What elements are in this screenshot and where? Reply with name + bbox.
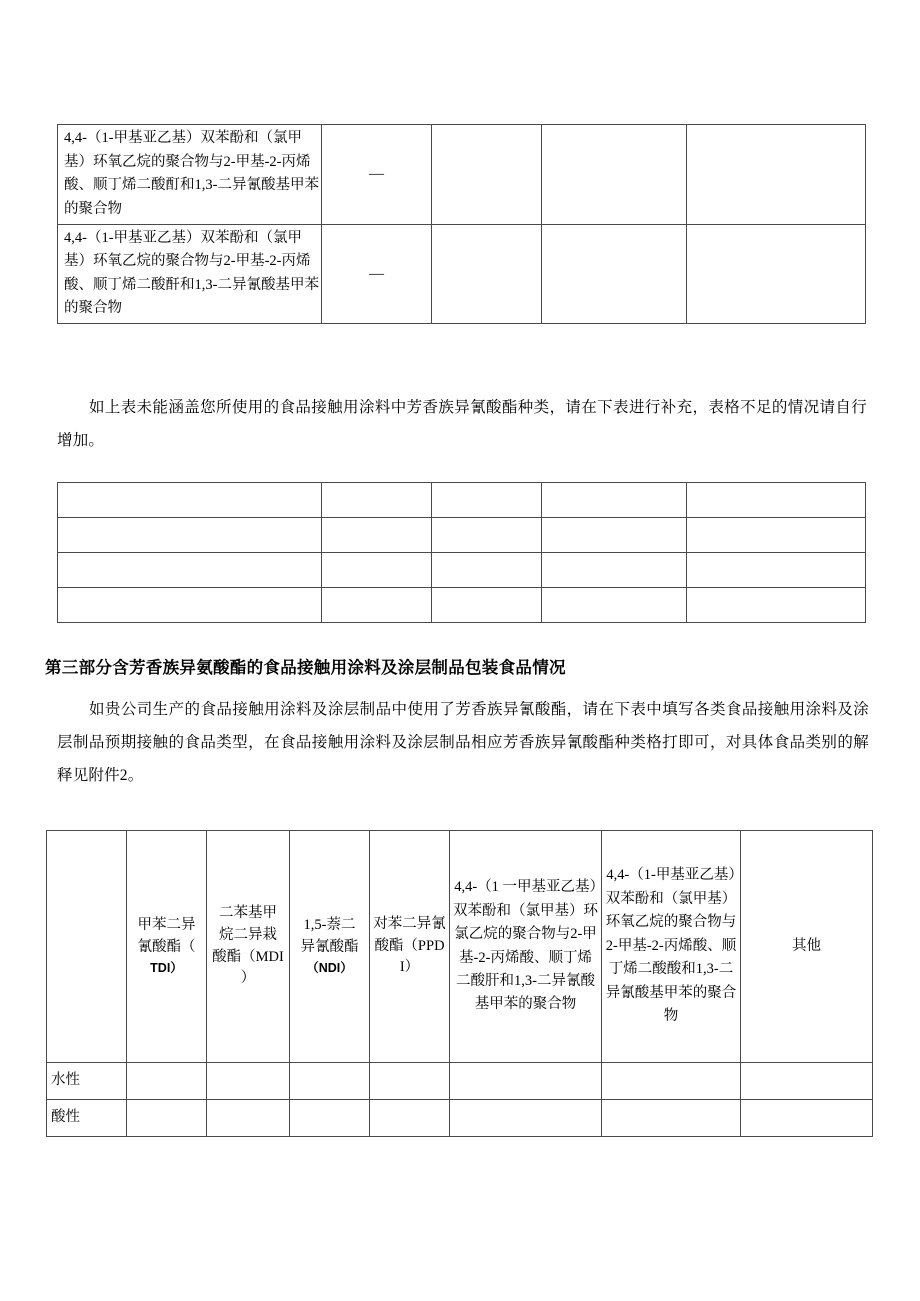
checkbox-cell[interactable]: [207, 1063, 290, 1100]
header-ppdi-line1: 对苯二异氰: [373, 915, 446, 932]
input-cell[interactable]: [687, 483, 866, 518]
header-mdi-line4: ）: [240, 970, 256, 987]
substance-name-cell: 4,4-（1-甲基亚乙基）双苯酚和（氯甲基）环氧乙烷的聚合物与2-甲基-2-丙烯酸、顺丁烯二酸酐和1,3-二异氰酸基甲苯的聚合物: [58, 224, 322, 324]
value-cell[interactable]: [542, 125, 687, 225]
value-cell[interactable]: [542, 224, 687, 324]
value-cell[interactable]: —: [322, 224, 432, 324]
checkbox-cell[interactable]: [741, 1100, 873, 1137]
table-row: [47, 1063, 873, 1100]
corner-cell: [47, 831, 127, 1063]
input-cell[interactable]: [322, 588, 432, 623]
table-row: [58, 518, 866, 553]
paragraph-section-three: [57, 694, 869, 793]
table-supplement: [57, 482, 866, 623]
input-cell[interactable]: [432, 553, 542, 588]
checkbox-cell[interactable]: [602, 1100, 741, 1137]
header-ppdi-line2: 酸酯（PPDI）: [374, 937, 445, 976]
value-cell[interactable]: [687, 224, 866, 324]
checkbox-cell[interactable]: [450, 1063, 602, 1100]
substance-name-cell: 4,4-（1-甲基亚乙基）双苯酚和（氯甲基）环氧乙烷的聚合物与2-甲基-2-丙烯酸、顺丁烯二酸酊和1,3-二异氰酸基甲苯的聚合物: [58, 125, 322, 225]
checkbox-cell[interactable]: [450, 1100, 602, 1137]
checkbox-cell[interactable]: [290, 1063, 370, 1100]
header-cell-tdi: [127, 831, 207, 1063]
header-mdi-line3: 酸酯（MDI: [212, 948, 284, 965]
header-ndi-line3: （NDI）: [306, 960, 353, 975]
header-tdi-line1: 甲苯二异: [137, 917, 196, 934]
checkbox-cell[interactable]: [741, 1063, 873, 1100]
input-cell[interactable]: [58, 483, 322, 518]
checkbox-cell[interactable]: [602, 1063, 741, 1100]
paragraph-supplement-text: 如上表未能涵盖您所使用的食品接触用涂料中芳香族异氰酸酯种类，请在下表进行补充，表格不足的情况请自行增加。: [57, 399, 867, 449]
table-food-contact: [46, 830, 873, 1137]
table-row: [58, 553, 866, 588]
input-cell[interactable]: [542, 588, 687, 623]
header-cell-ppdi: [370, 831, 450, 1063]
section-three-heading: 第三部分含芳香族异氨酸酯的食品接触用涂料及涂层制品包装食品情况: [45, 659, 566, 677]
input-cell[interactable]: [58, 518, 322, 553]
checkbox-cell[interactable]: [370, 1063, 450, 1100]
header-ndi-line1: 1,5-萘二: [303, 917, 356, 934]
header-cell-polymer-2: 4,4-（1-甲基亚乙基）双苯酚和（氯甲基）环氧乙烷的聚合物与2-甲基-2-丙烯酸、顺丁烯二酸酸和1,3-二异氰酸基甲苯的聚合物: [602, 831, 741, 1063]
header-cell-polymer-1: 4,4-（1 一甲基亚乙基）双苯酚和（氯甲基）环氯乙烷的聚合物与2-甲基-2-丙烯酸、顺丁烯二酸肝和1,3-二异氰酸基甲苯的聚合物: [450, 831, 602, 1063]
checkbox-cell[interactable]: [290, 1100, 370, 1137]
input-cell[interactable]: [322, 518, 432, 553]
input-cell[interactable]: [687, 588, 866, 623]
row-label-aqueous: 水性: [47, 1063, 127, 1100]
table-row: [58, 588, 866, 623]
table-row: [58, 125, 866, 225]
header-cell-mdi: [207, 831, 290, 1063]
input-cell[interactable]: [542, 553, 687, 588]
input-cell[interactable]: [58, 588, 322, 623]
table-row: [58, 483, 866, 518]
table-row: [47, 1100, 873, 1137]
table-isocyanate-continued: [57, 124, 866, 324]
input-cell[interactable]: [58, 553, 322, 588]
value-cell[interactable]: [432, 125, 542, 225]
paragraph-section-three-text: 如贵公司生产的食品接触用涂料及涂层制品中使用了芳香族异氰酸酯，请在下表中填写各类食品接触用涂料及涂层制品预期接触的食品类型，在食品接触用涂料及涂层制品相应芳香族异氰酸酯种类格打即可，对具体食品类别的解释见附件2。: [57, 701, 869, 784]
header-cell-other: 其他: [741, 831, 873, 1063]
header-tdi-line2: 氰酸酯（: [137, 939, 196, 956]
header-mdi-line2: 烷二异栽: [219, 926, 277, 943]
value-cell[interactable]: —: [322, 125, 432, 225]
checkbox-cell[interactable]: [207, 1100, 290, 1137]
input-cell[interactable]: [687, 518, 866, 553]
input-cell[interactable]: [432, 518, 542, 553]
header-mdi-line1: 二苯基甲: [219, 905, 277, 921]
input-cell[interactable]: [687, 553, 866, 588]
value-cell[interactable]: [687, 125, 866, 225]
checkbox-cell[interactable]: [127, 1100, 207, 1137]
input-cell[interactable]: [322, 553, 432, 588]
input-cell[interactable]: [542, 518, 687, 553]
table-header-row: [47, 831, 873, 1063]
checkbox-cell[interactable]: [127, 1063, 207, 1100]
input-cell[interactable]: [432, 483, 542, 518]
input-cell[interactable]: [322, 483, 432, 518]
value-cell[interactable]: [432, 224, 542, 324]
header-cell-ndi: [290, 831, 370, 1063]
input-cell[interactable]: [542, 483, 687, 518]
header-ndi-line2: 异氰酸酯: [300, 939, 359, 956]
paragraph-supplement: [57, 392, 867, 458]
checkbox-cell[interactable]: [370, 1100, 450, 1137]
header-tdi-line3: TDI）: [150, 960, 183, 975]
table-row: [58, 224, 866, 324]
input-cell[interactable]: [432, 588, 542, 623]
row-label-acidic: 酸性: [47, 1100, 127, 1137]
